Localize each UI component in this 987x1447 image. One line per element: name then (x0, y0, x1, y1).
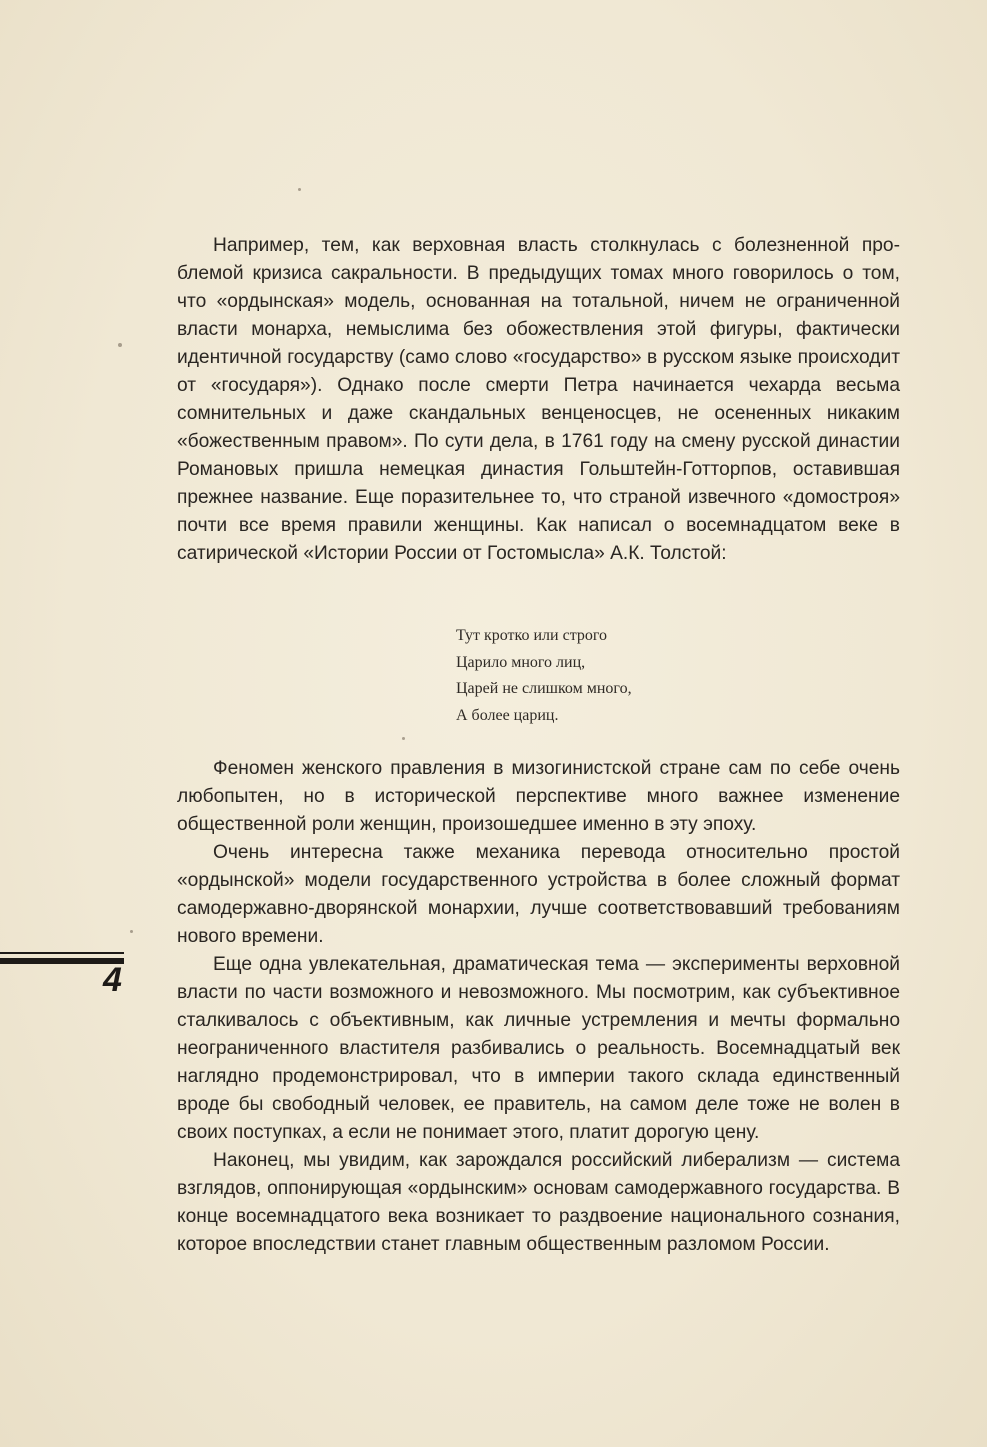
paragraph: Например, тем, как верховная власть столкнулась с болезненной проблемой кризиса сакральности. В предыдущих томах много говорилось о том, что «ордынская» модель, основанная на тотальной, ничем не ограниченной власти монарха, немыслима без обожествления этой фигуры, фактически идентичной государству (само слово «государство» в русском языке происходит от «государя»). Однако после смерти Петра начинается чехарда весьма сомнительных и даже скандальных венценосцев, не осененных никаким «божественным правом». По сути дела, в 1761 году на смену русской династии Романовых пришла немецкая династия Гольштейн-Готторпов, оставившая прежнее название. Еще поразительнее то, что страной извечного «домостроя» почти все время правили женщины. Как написал о восемнадцатом веке в сатирической «Истории России от Гостомысла» А.К. Толстой: (177, 235, 900, 564)
paragraph: Еще одна увлекательная, драматическая тема — эксперименты верховной власти по части возможного и невозможного. Мы посмотрим, как субъективное сталкивалось с объективным, как личные устремления и мечты формально неограниченного властителя разбивались о реальность. Восемнадцатый век наглядно продемонстрировал, что в империи такого склада единственный вроде бы свободный человек, ее правитель, на самом деле тоже не волен в своих поступках, а если не понимает этого, платит дорогую цену. (177, 954, 900, 1143)
text-block-bottom (177, 755, 900, 1259)
poem-quote (456, 623, 632, 729)
poem-line: Тут кротко или строго (456, 627, 608, 644)
paragraph: Феномен женского правления в мизогинистской стране сам по себе очень любопытен, но в исторической перспективе много важнее изменение общественной роли женщин, произошедшее именно в эту эпоху. (177, 758, 900, 835)
paper-speck (118, 343, 122, 347)
paragraph: Наконец, мы увидим, как зарождался российский либерализм — система взглядов, оппонирующая «ордынским» основам самодержавного государства. В конце восемнадцатого века возникает то раздвоение национального сознания, которое впоследствии станет главным общественным разломом России. (177, 1150, 900, 1255)
paper-speck (130, 930, 133, 933)
paper-speck (402, 737, 405, 740)
poem-line: А более цариц. (456, 706, 559, 724)
text-block-top (177, 232, 900, 568)
folio-rule-thin (0, 952, 124, 954)
page-number: 4 (103, 961, 122, 999)
paragraph: Очень интересна также механика перевода относительно простой «ордынской» модели государственного устройства в более сложный формат самодержавно-дворянской монархии, лучше соответствовавший требованиям нового времени. (177, 842, 900, 947)
poem-line: Царей не слишком много, (456, 680, 632, 697)
paper-speck (298, 188, 301, 191)
poem-line: Царило много лиц, (456, 653, 586, 671)
